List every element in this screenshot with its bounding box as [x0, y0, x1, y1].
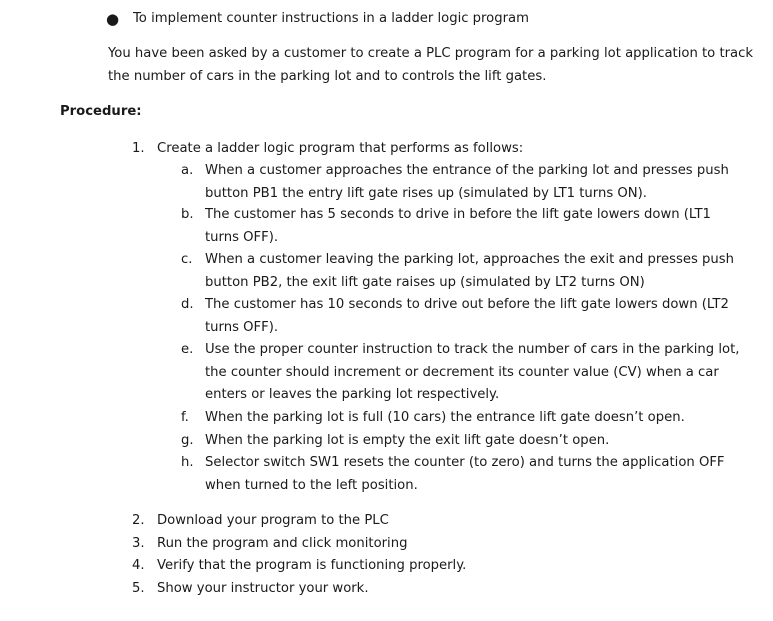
substep-b: [181, 204, 746, 249]
substep-text: When the parking lot is empty the exit lift gate doesn’t open.: [205, 433, 610, 448]
step-number: 5.: [132, 581, 145, 596]
procedure-heading: Procedure:: [60, 104, 142, 119]
substep-text: Use the proper counter instruction to track the number of cars in the parking lot, the counter should increment or decrement its counter value (CV) when a car enters or leaves the parking lot respectively.: [205, 342, 740, 403]
substep-text: When a customer leaving the parking lot, approaches the exit and presses push button PB2, the exit lift gate raises up (simulated by LT2 turns ON): [205, 252, 735, 290]
substep-letter: a.: [181, 163, 194, 178]
substep-a: [181, 160, 746, 205]
substep-letter: e.: [181, 342, 194, 357]
step-text: Verify that the program is functioning properly.: [157, 558, 467, 573]
substep-text: When the parking lot is full (10 cars) the entrance lift gate doesn’t open.: [205, 410, 685, 425]
substep-text: The customer has 5 seconds to drive in before the lift gate lowers down (LT1 turns OFF).: [205, 207, 711, 245]
bullet-dot-icon: ●: [106, 10, 120, 28]
step-text: Run the program and click monitoring: [157, 536, 408, 551]
step-number: 4.: [132, 558, 145, 573]
substep-text: When a customer approaches the entrance of the parking lot and presses push button PB1 the entry lift gate rises up (simulated by LT1 turns ON).: [205, 163, 729, 201]
step-text: Download your program to the PLC: [157, 513, 389, 528]
substep-g: [181, 430, 746, 453]
substep-letter: d.: [181, 297, 194, 312]
substep-text: The customer has 10 seconds to drive out before the lift gate lowers down (LT2 turns OFF).: [205, 297, 729, 335]
substep-letter: c.: [181, 252, 193, 267]
substep-letter: g.: [181, 433, 194, 448]
substep-h: [181, 452, 746, 497]
step-text: Create a ladder logic program that performs as follows:: [157, 141, 524, 156]
substep-f: [181, 407, 746, 430]
substep-letter: h.: [181, 455, 194, 470]
step-number: 1.: [132, 141, 145, 156]
substep-c: [181, 249, 746, 294]
objective-text: To implement counter instructions in a ladder logic program: [133, 11, 529, 26]
substep-letter: f.: [181, 410, 189, 425]
substep-d: [181, 294, 746, 339]
step-number: 2.: [132, 513, 145, 528]
intro-paragraph: You have been asked by a customer to create a PLC program for a parking lot application to track the number of cars in the parking lot and to controls the lift gates.: [108, 46, 753, 84]
step-number: 3.: [132, 536, 145, 551]
substep-e: [181, 339, 746, 407]
substep-text: Selector switch SW1 resets the counter (to zero) and turns the application OFF when turned to the left position.: [205, 455, 725, 493]
substep-letter: b.: [181, 207, 194, 222]
step-text: Show your instructor your work.: [157, 581, 369, 596]
